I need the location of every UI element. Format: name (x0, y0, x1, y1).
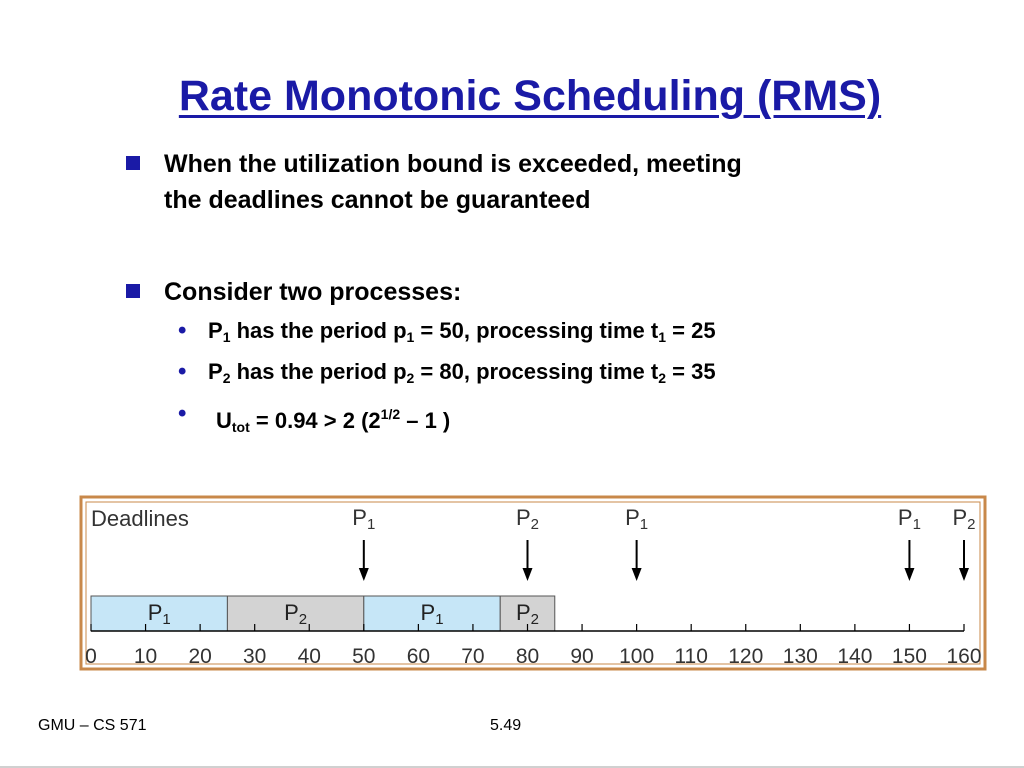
deadline-label-1: P2 (515, 505, 540, 533)
bullet-utilization-line1: When the utilization bound is exceeded, meeting (164, 150, 742, 178)
axis-tick-label-16: 160 (946, 645, 982, 668)
axis-tick-label-3: 30 (243, 645, 267, 668)
axis-tick-label-2: 20 (188, 645, 212, 668)
axis-tick-label-15: 150 (891, 645, 927, 668)
axis-tick-label-0: 0 (85, 645, 97, 668)
axis-tick-label-11: 110 (674, 645, 708, 668)
axis-tick-label-8: 80 (515, 645, 540, 668)
dot-bullet-icon: • (178, 317, 187, 344)
footer-course: GMU – CS 571 (38, 717, 147, 734)
axis-tick-label-5: 50 (352, 645, 376, 668)
subbullet-p1-text: $P_1$ has the period $p_1 = 50$, processing time $t_1 = 25$ (208, 318, 716, 345)
deadline-label-0: P1 (352, 505, 376, 533)
axis-tick-label-14: 140 (837, 645, 873, 668)
chart-title: Deadlines (91, 506, 189, 531)
axis-tick-label-6: 60 (406, 645, 431, 668)
slide-title: Rate Monotonic Scheduling (RMS) (178, 72, 882, 120)
deadline-label-4: P2 (952, 505, 976, 533)
dot-bullet-icon: • (178, 400, 187, 427)
bullet-consider-text: Consider two processes: (164, 278, 462, 306)
bullet-utilization-line2: the deadlines cannot be guaranteed (164, 186, 591, 214)
deadline-label-2: P1 (625, 505, 649, 533)
footer-slide-number: 5.49 (490, 717, 522, 734)
axis-tick-label-13: 130 (782, 645, 818, 668)
axis-tick-label-12: 120 (728, 645, 764, 668)
axis-tick-label-9: 90 (570, 645, 594, 668)
segment-label-1: P2 (284, 600, 308, 628)
subbullet-p2-text: $P_2$ has the period $p_2 = 80$, processing time $t_2 = 35$ (208, 359, 716, 386)
axis-tick-label-1: 10 (133, 645, 158, 668)
axis-tick-label-7: 70 (461, 645, 485, 668)
deadline-label-3: P1 (897, 505, 921, 533)
segment-label-3: P2 (515, 600, 540, 628)
axis-tick-label-4: 40 (297, 645, 321, 668)
segment-label-2: P1 (420, 600, 444, 628)
segment-label-0: P1 (147, 600, 171, 628)
subbullet-utot-text: $U_{tot} = 0.94 > 2$ ($2^{1/2} - 1$ ) (216, 406, 451, 435)
dot-bullet-icon: • (178, 358, 187, 385)
axis-tick-label-10: 100 (619, 645, 655, 668)
